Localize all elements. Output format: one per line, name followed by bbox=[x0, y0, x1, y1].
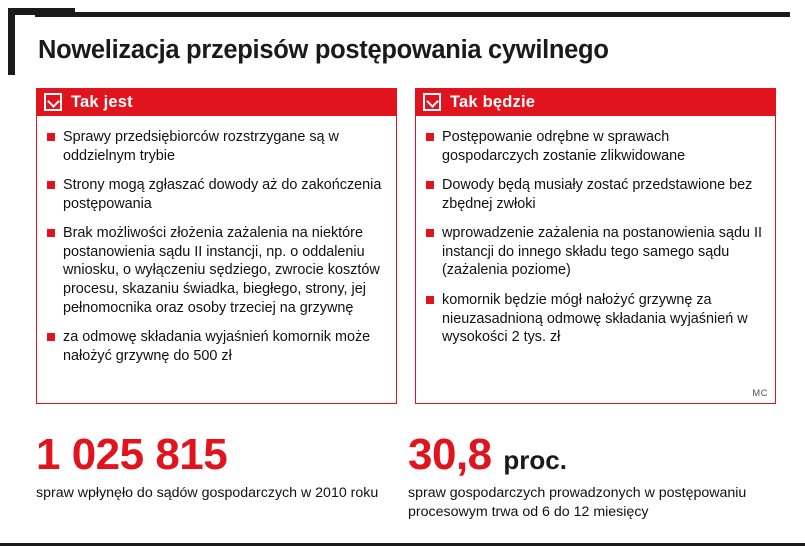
stat-number bbox=[36, 432, 408, 478]
list-item: Strony mogą zgłaszać dowody aż do zakończenia postępowania bbox=[47, 176, 386, 213]
chevron-down-icon bbox=[44, 93, 62, 111]
stat-duration-percent bbox=[408, 432, 780, 521]
title-top-rule bbox=[35, 12, 790, 17]
column-header-label: Tak będzie bbox=[450, 92, 536, 111]
comparison-columns bbox=[36, 88, 776, 404]
list-item: Sprawy przedsiębiorców rozstrzygane są w oddzielnym trybie bbox=[47, 128, 386, 165]
bullet-list-future bbox=[426, 128, 765, 347]
column-current-state bbox=[36, 88, 397, 404]
stat-cases-filed bbox=[36, 432, 408, 521]
stat-number-unit: proc. bbox=[503, 445, 567, 475]
list-item: Brak możliwości złożenia zażalenia na niektóre postanowienia sądu II instancji, np. o oddaleniu wniosku, o wyłączeniu sędziego, zwrocie kosztów procesu, skazaniu świadka, biegłego, strony, jej pełnomocnika oraz osoby trzeciej na grzywnę bbox=[47, 224, 386, 317]
column-body-future bbox=[415, 116, 776, 404]
chevron-down-icon bbox=[423, 93, 441, 111]
statistics-row bbox=[36, 432, 781, 521]
list-item: wprowadzenie zażalenia na postanowienia sądu II instancji do innego składu tego samego sądu (zażalenia poziome) bbox=[426, 224, 765, 280]
stat-number-value: 1 025 815 bbox=[36, 430, 228, 479]
stat-number bbox=[408, 432, 780, 478]
column-header-future bbox=[415, 88, 776, 116]
column-header-label: Tak jest bbox=[71, 92, 133, 111]
stat-number-value: 30,8 bbox=[408, 430, 492, 479]
column-body-current bbox=[36, 116, 397, 404]
bullet-list-current bbox=[47, 128, 386, 365]
list-item: za odmowę składania wyjaśnień komornik może nałożyć grzywnę do 500 zł bbox=[47, 328, 386, 365]
page-title: Nowelizacja przepisów postępowania cywilnego bbox=[38, 36, 609, 64]
author-credit: MC bbox=[752, 388, 768, 399]
list-item: Postępowanie odrębne w sprawach gospodarczych zostanie zlikwidowane bbox=[426, 128, 765, 165]
column-header-current bbox=[36, 88, 397, 116]
list-item: Dowody będą musiały zostać przedstawione bez zbędnej zwłoki bbox=[426, 176, 765, 213]
stat-description: spraw wpłynęło do sądów gospodarczych w 2010 roku bbox=[36, 485, 379, 502]
column-future-state bbox=[415, 88, 776, 404]
stat-description: spraw gospodarczych prowadzonych w postępowaniu procesowym trwa od 6 do 12 miesięcy bbox=[408, 485, 747, 520]
list-item: komornik będzie mógł nałożyć grzywnę za nieuzasadnioną odmowę składania wyjaśnień w wysokości 2 tys. zł bbox=[426, 291, 765, 347]
